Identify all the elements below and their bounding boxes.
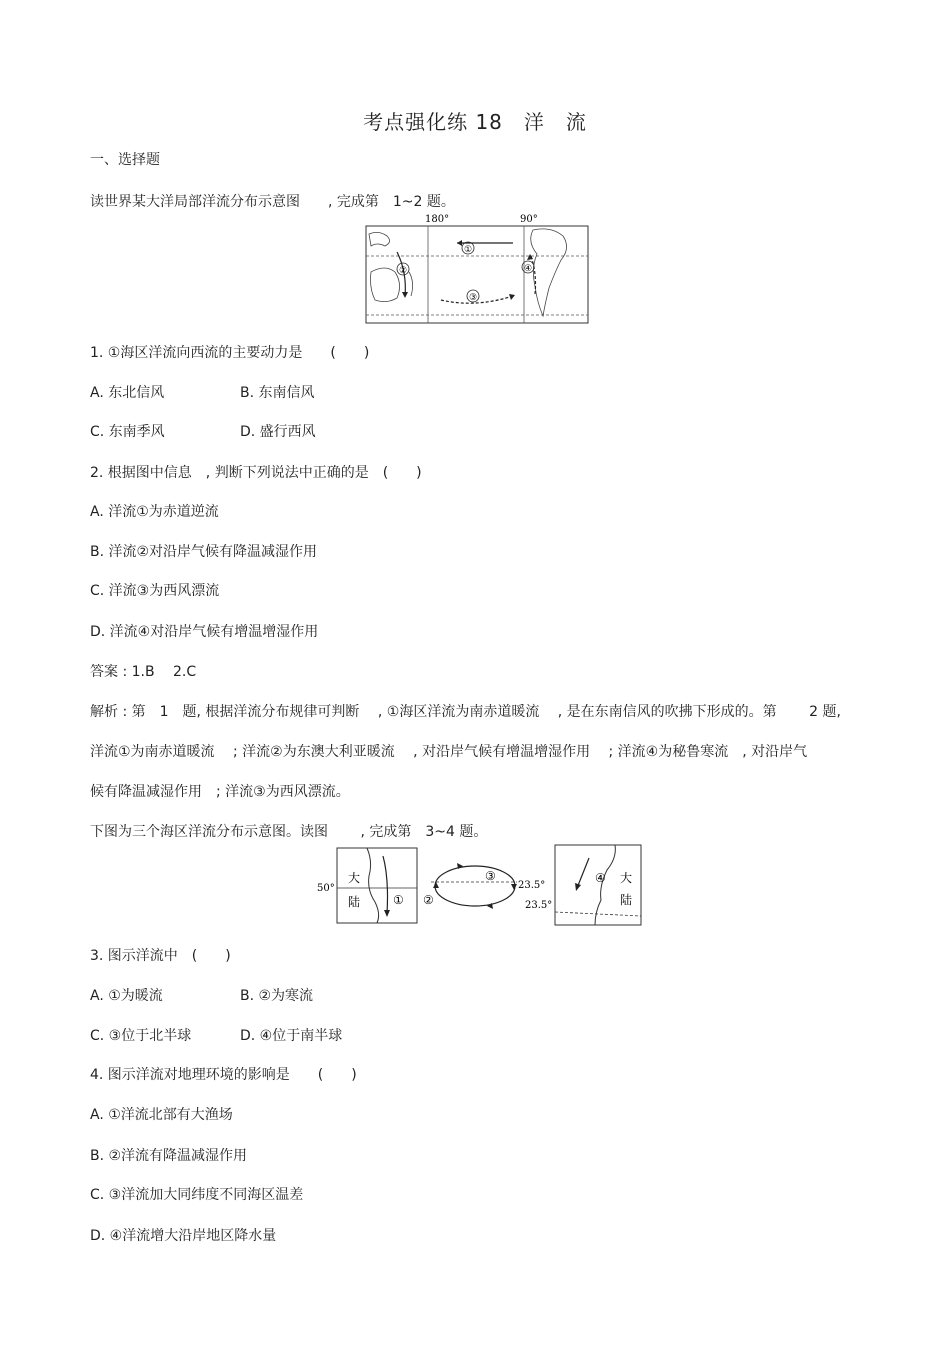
- q4-stem: 4. 图示洋流对地理环境的影响是 ( ): [90, 1067, 357, 1083]
- panel-1-continent-da: 大: [348, 871, 361, 885]
- arrowhead-1: [384, 910, 390, 917]
- panel-2-current-2-label: ②: [423, 893, 434, 907]
- q3-option-a: A. ①为暖流: [90, 988, 163, 1004]
- analysis-line-1: 解析 : 第 1 题, 根据洋流分布规律可判断 , ①海区洋流为南赤道暖流 , 是在东南信风的吹拂下形成的。第 2 题,: [90, 704, 841, 720]
- current-4-arrow: [577, 858, 589, 888]
- intro-2: 下图为三个海区洋流分布示意图。读图 , 完成第 3~4 题。: [90, 824, 488, 840]
- lat-50-label: 50°: [317, 883, 335, 894]
- panel-1-continent-lu: 陆: [348, 895, 361, 909]
- panel-1-frame: [337, 848, 417, 923]
- q3-option-d: D. ④位于南半球: [240, 1028, 343, 1044]
- intro-1: 读世界某大洋局部洋流分布示意图 , 完成第 1~2 题。: [90, 194, 455, 210]
- gyre-arrow-left: [433, 882, 439, 888]
- q2-option-d: D. 洋流④对沿岸气候有增温增湿作用: [90, 624, 319, 640]
- q1-option-a: A. 东北信风: [90, 385, 165, 401]
- q3-stem: 3. 图示洋流中 ( ): [90, 948, 231, 964]
- gyre-arrow-bottom: [487, 903, 493, 909]
- land-asia: [369, 232, 390, 246]
- current-4-label: ④: [524, 264, 533, 274]
- panel-3-lat-label: 23.5°: [525, 900, 553, 911]
- q1-option-b: B. 东南信风: [240, 385, 315, 401]
- current-1-arrow: [383, 856, 388, 914]
- panel-2-lat-label: 23.5°: [518, 880, 546, 891]
- section-heading: 一、选择题: [90, 152, 160, 168]
- panel-3-continent-da: 大: [620, 871, 633, 885]
- current-1-label: ①: [464, 245, 473, 255]
- current-3-label: ③: [469, 293, 478, 303]
- q4-option-b: B. ②洋流有降温减湿作用: [90, 1148, 248, 1164]
- gyre-arrow-right: [511, 884, 517, 890]
- land-newzealand: [409, 272, 413, 296]
- q2-option-c: C. 洋流③为西风漂流: [90, 583, 220, 599]
- arrowhead-1: [457, 240, 462, 246]
- arrowhead-4: [527, 254, 533, 260]
- q1-stem: 1. ①海区洋流向西流的主要动力是 ( ): [90, 345, 370, 361]
- lon-label-90: 90°: [520, 214, 538, 225]
- q4-option-d: D. ④洋流增大沿岸地区降水量: [90, 1228, 277, 1244]
- analysis-line-2: 洋流①为南赤道暖流 ; 洋流②为东澳大利亚暖流 , 对沿岸气候有增温增湿作用 ; 洋流④为秘鲁寒流 , 对沿岸气: [90, 744, 808, 760]
- lon-label-180: 180°: [425, 214, 450, 225]
- q3-option-b: B. ②为寒流: [240, 988, 314, 1004]
- answer: 答案 : 1.B 2.C: [90, 664, 197, 680]
- q3-option-c: C. ③位于北半球: [90, 1028, 192, 1044]
- panel-1-current-label: ①: [393, 893, 404, 907]
- ocean-current-map-2: [315, 842, 645, 928]
- q2-stem: 2. 根据图中信息 , 判断下列说法中正确的是 ( ): [90, 465, 422, 481]
- panel-3-current-label: ④: [595, 871, 606, 885]
- panel-3-continent-lu: 陆: [620, 893, 633, 907]
- land-australia: [371, 268, 400, 302]
- analysis-line-3: 候有降温减湿作用 ; 洋流③为西风漂流。: [90, 784, 350, 800]
- ocean-current-map-1: [365, 212, 590, 325]
- q4-option-c: C. ③洋流加大同纬度不同海区温差: [90, 1187, 304, 1203]
- gyre-loop: [435, 866, 515, 906]
- panel-3-coastline: [595, 845, 615, 925]
- q2-option-b: B. 洋流②对沿岸气候有降温减湿作用: [90, 544, 318, 560]
- panel-2-current-3-label: ③: [485, 869, 496, 883]
- q4-option-a: A. ①洋流北部有大渔场: [90, 1107, 233, 1123]
- q2-option-a: A. 洋流①为赤道逆流: [90, 504, 219, 520]
- q1-option-d: D. 盛行西风: [240, 424, 316, 440]
- panel-1-coastline: [367, 848, 379, 923]
- arrowhead-3: [509, 294, 515, 300]
- gyre-arrow-top: [457, 863, 463, 869]
- arrowhead-2: [402, 292, 408, 298]
- panel-3-lat-line: [555, 912, 641, 916]
- land-south-america: [531, 229, 567, 316]
- current-2-label: ②: [399, 266, 408, 276]
- page-title: 考点强化练 18 洋 流: [363, 110, 587, 134]
- arrowhead-4: [575, 883, 581, 891]
- q1-option-c: C. 东南季风: [90, 424, 165, 440]
